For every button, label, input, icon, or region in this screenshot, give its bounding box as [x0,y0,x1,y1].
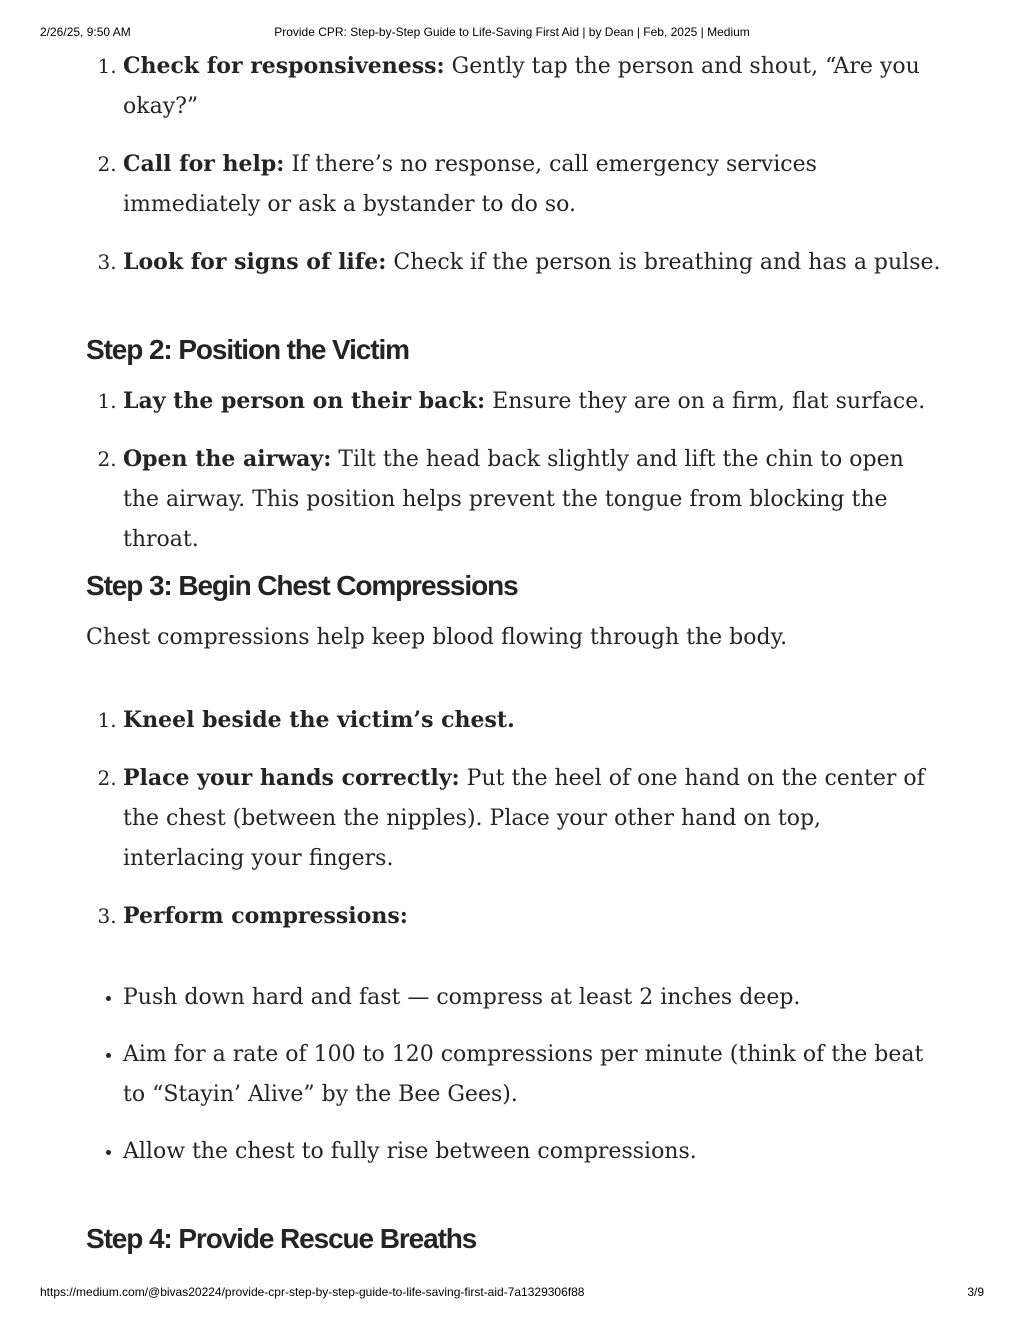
list-item-text: If there’s no response, call emergency services immediately or ask a bystander to do so. [123,152,817,217]
print-datetime: 2/26/25, 9:50 AM [40,25,131,39]
list-item-bold: Place your hands correctly: [123,765,460,791]
list-item-bold: Lay the person on their back: [123,388,486,414]
list-item-bold: Call for help: [123,151,285,177]
list-item-bold: Check for responsiveness: [123,53,445,79]
list-item-bold: Look for signs of life: [123,249,387,275]
print-page-title: Provide CPR: Step-by-Step Guide to Life-Saving First Aid | by Dean | Feb, 2025 | Medium [274,25,750,39]
compression-bullets [86,978,946,1172]
section-heading-step2: Step 2: Position the Victim [86,334,409,365]
list-item [123,242,946,283]
step3-list [86,700,946,937]
list-item [123,144,946,225]
list-item [123,381,946,422]
list-item-text: Put the heel of one hand on the center of the chest (between the nipples). Place your other hand on top, interlacing your fingers. [123,766,925,871]
list-item [123,700,946,741]
list-item [123,896,946,937]
list-item-bold: Kneel beside the victim’s chest. [123,707,515,733]
step1-list [86,46,946,283]
bullet-item: • Allow the chest to fully rise between compressions. [123,1132,946,1172]
print-footer [0,1285,1024,1301]
list-item [123,439,946,560]
print-header [0,25,1024,41]
section-heading-step3: Step 3: Begin Chest Compressions [86,570,518,601]
print-url: https://medium.com/@bivas20224/provide-cpr-step-by-step-guide-to-life-saving-first-aid-7a1329306f88 [40,1285,585,1299]
bullet-item: • Aim for a rate of 100 to 120 compressions per minute (think of the beat to “Stayin’ Alive” by the Bee Gees). [123,1035,946,1115]
list-item-text: Gently tap the person and shout, “Are you okay?” [123,54,920,119]
list-item-text: Tilt the head back slightly and lift the chin to open the airway. This position helps prevent the tongue from blocking the throat. [123,447,904,552]
step2-list [86,381,946,560]
list-item [123,758,946,879]
list-item-bold: Open the airway: [123,446,332,472]
list-item-text: Ensure they are on a firm, flat surface. [485,389,926,414]
step3-intro: Chest compressions help keep blood flowing through the body. [86,625,788,650]
section-heading-step4: Step 4: Provide Rescue Breaths [86,1223,477,1254]
list-item-bold: Perform compressions: [123,903,408,929]
list-item [123,46,946,127]
print-page-number: 3/9 [967,1285,984,1299]
bullet-item: • Push down hard and fast — compress at least 2 inches deep. [123,978,946,1018]
list-item-text: Check if the person is breathing and has a pulse. [386,250,941,275]
